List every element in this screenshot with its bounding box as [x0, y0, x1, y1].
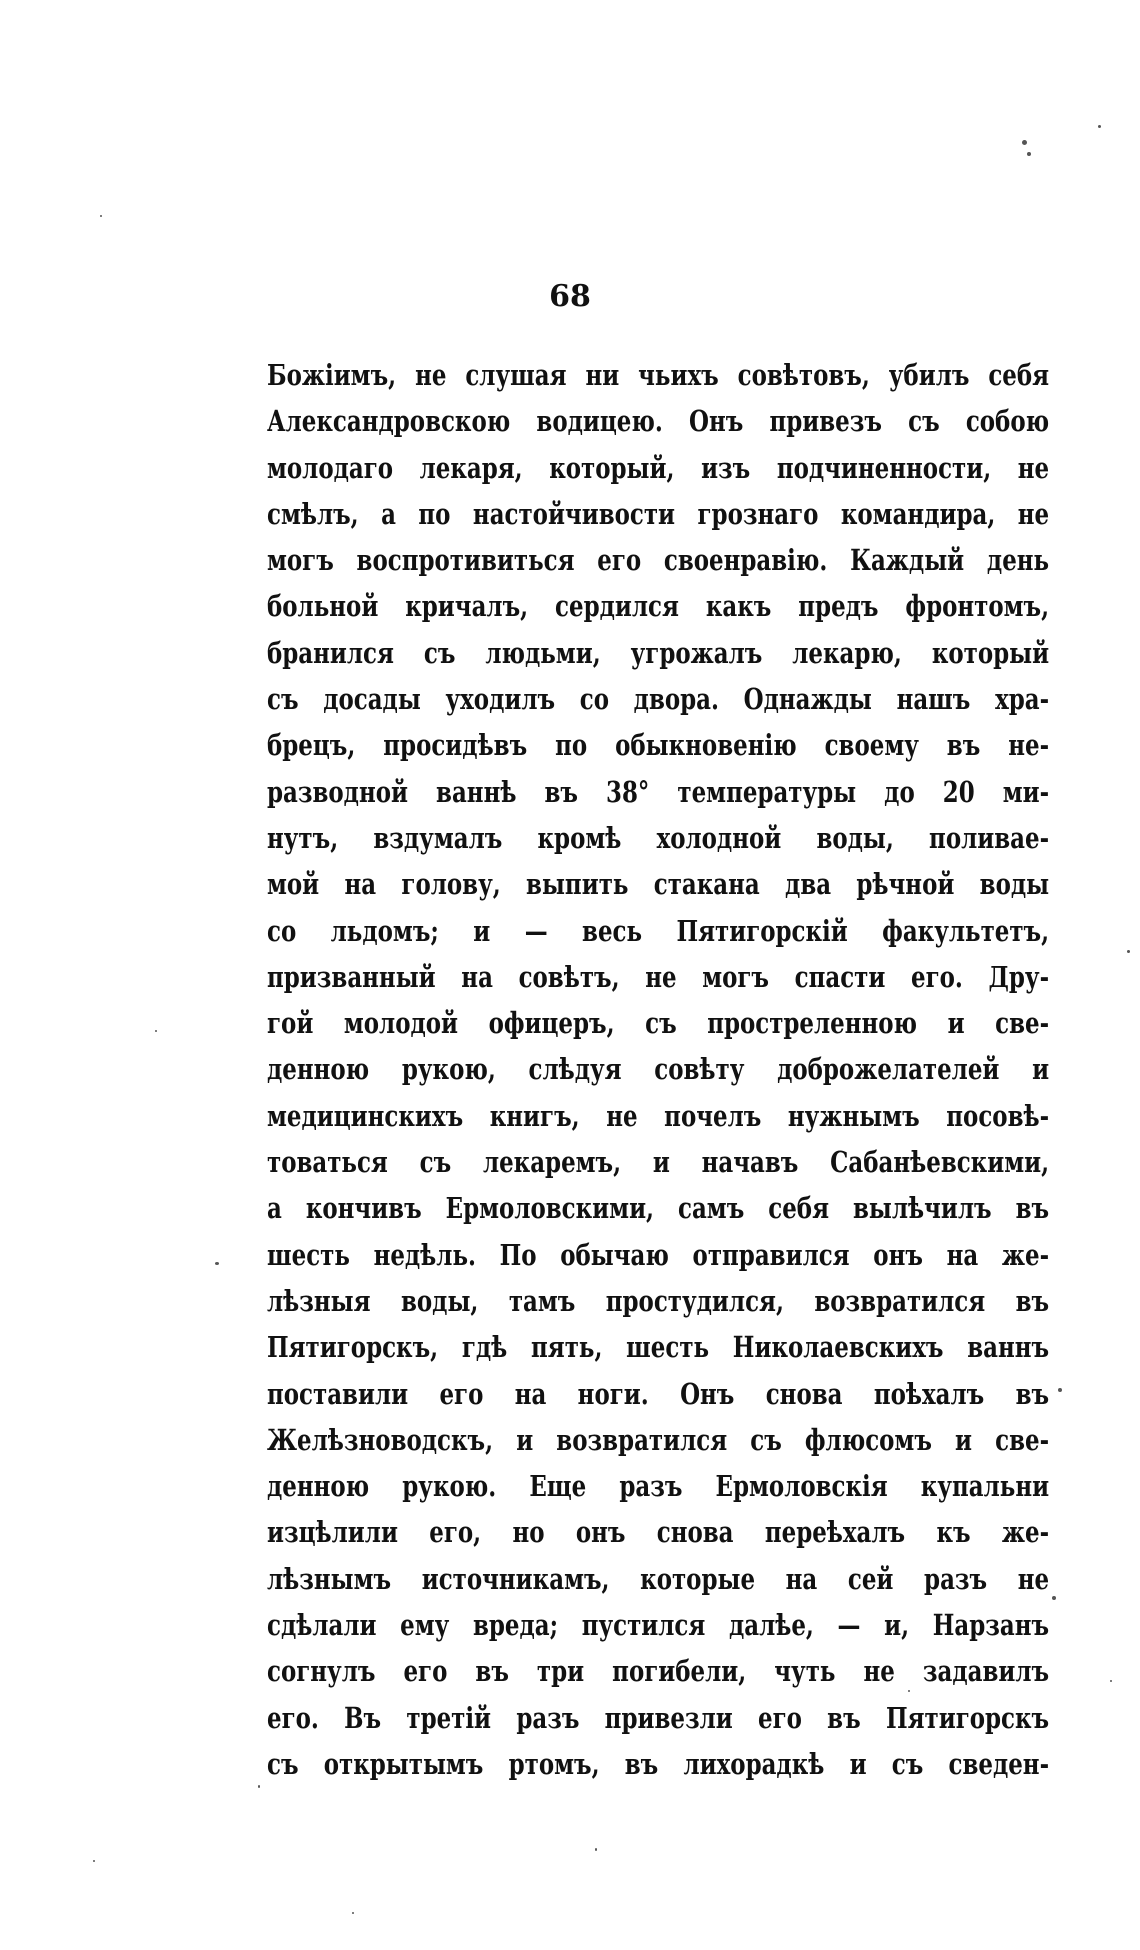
- body-text: [267, 352, 1049, 1787]
- scan-speck: [352, 1912, 354, 1914]
- scan-speck: [258, 1785, 260, 1788]
- text-line: больной кричалъ, сердился какъ предъ фронтомъ,: [267, 589, 1050, 624]
- text-line: согнулъ его въ три погибели, чуть не задавилъ: [267, 1654, 1050, 1689]
- text-line: со льдомъ; и — весь Пятигорскій факультетъ,: [267, 913, 1050, 948]
- text-line: могъ воспротивиться его своенравію. Каждый день: [267, 543, 1050, 578]
- scan-speck: [100, 215, 102, 217]
- text-line: лѣзныя воды, тамъ простудился, возвратился въ: [267, 1283, 1050, 1318]
- scan-speck: [908, 1690, 910, 1692]
- text-line: Божіимъ, не слушая ни чьихъ совѣтовъ, убилъ себя: [267, 358, 1050, 392]
- text-line: брецъ, просидѣвъ по обыкновенію своему въ не-: [267, 728, 1050, 763]
- scan-speck: [595, 1848, 597, 1851]
- scan-speck: [155, 1030, 157, 1032]
- text-line: сдѣлали ему вреда; пустился далѣе, — и, Нарзанъ: [267, 1608, 1050, 1643]
- page-number: 68: [549, 279, 591, 314]
- text-line: а кончивъ Ермоловскими, самъ себя вылѣчилъ въ: [267, 1191, 1050, 1226]
- text-line: гой молодой офицеръ, съ простреленною и све-: [267, 1006, 1050, 1041]
- text-line: смѣлъ, а по настойчивости грознаго командира, не: [267, 496, 1050, 531]
- text-line: его. Въ третій разъ привезли его въ Пятигорскъ: [267, 1700, 1050, 1735]
- scan-speck: [1052, 1596, 1056, 1600]
- text-line: призванный на совѣтъ, не могъ спасти его. Дру-: [267, 959, 1050, 994]
- scan-speck: [1127, 950, 1130, 953]
- text-line: поставили его на ноги. Онъ снова поѣхалъ въ: [267, 1376, 1050, 1411]
- scan-speck: [1022, 140, 1027, 145]
- text-line: нутъ, вздумалъ кромѣ холодной воды, поливае-: [267, 820, 1050, 855]
- text-line: бранился съ людьми, угрожалъ лекарю, который: [267, 635, 1050, 670]
- text-line: молодаго лекаря, который, изъ подчиненности, не: [267, 450, 1050, 485]
- text-line: медицинскихъ книгъ, не почелъ нужнымъ посовѣ-: [267, 1098, 1050, 1133]
- text-line: Александровскою водицею. Онъ привезъ съ собою: [267, 404, 1050, 439]
- text-line: шесть недѣль. По обычаю отправился онъ на же-: [267, 1237, 1050, 1272]
- text-line: разводной ваннѣ въ 38° температуры до 20 ми-: [267, 774, 1050, 809]
- text-line: товаться съ лекаремъ, и начавъ Сабанѣевскими,: [267, 1145, 1050, 1180]
- text-line: Пятигорскъ, гдѣ пять, шесть Николаевскихъ ваннъ: [267, 1330, 1050, 1365]
- scan-speck: [1110, 1680, 1112, 1682]
- text-line: изцѣлили его, но онъ снова переѣхалъ къ же-: [267, 1515, 1050, 1550]
- text-line: денною рукою. Еще разъ Ермоловскія купальни: [267, 1469, 1050, 1504]
- scan-speck: [1027, 152, 1031, 156]
- text-line: мой на голову, выпить стакана два рѣчной воды: [267, 867, 1050, 902]
- scan-speck: [93, 1860, 95, 1862]
- text-line: съ открытымъ ртомъ, въ лихорадкѣ и съ сведен-: [267, 1746, 1050, 1781]
- text-line: лѣзнымъ источникамъ, которые на сей разъ не: [267, 1561, 1050, 1596]
- text-line: денною рукою, слѣдуя совѣту доброжелателей и: [267, 1052, 1050, 1087]
- text-line: съ досады уходилъ со двора. Однажды нашъ хра-: [267, 682, 1050, 717]
- scan-speck: [1058, 1388, 1062, 1392]
- scan-speck: [1098, 125, 1101, 128]
- scan-speck: [215, 1262, 219, 1265]
- text-line: Желѣзноводскъ, и возвратился съ флюсомъ и све-: [267, 1422, 1050, 1457]
